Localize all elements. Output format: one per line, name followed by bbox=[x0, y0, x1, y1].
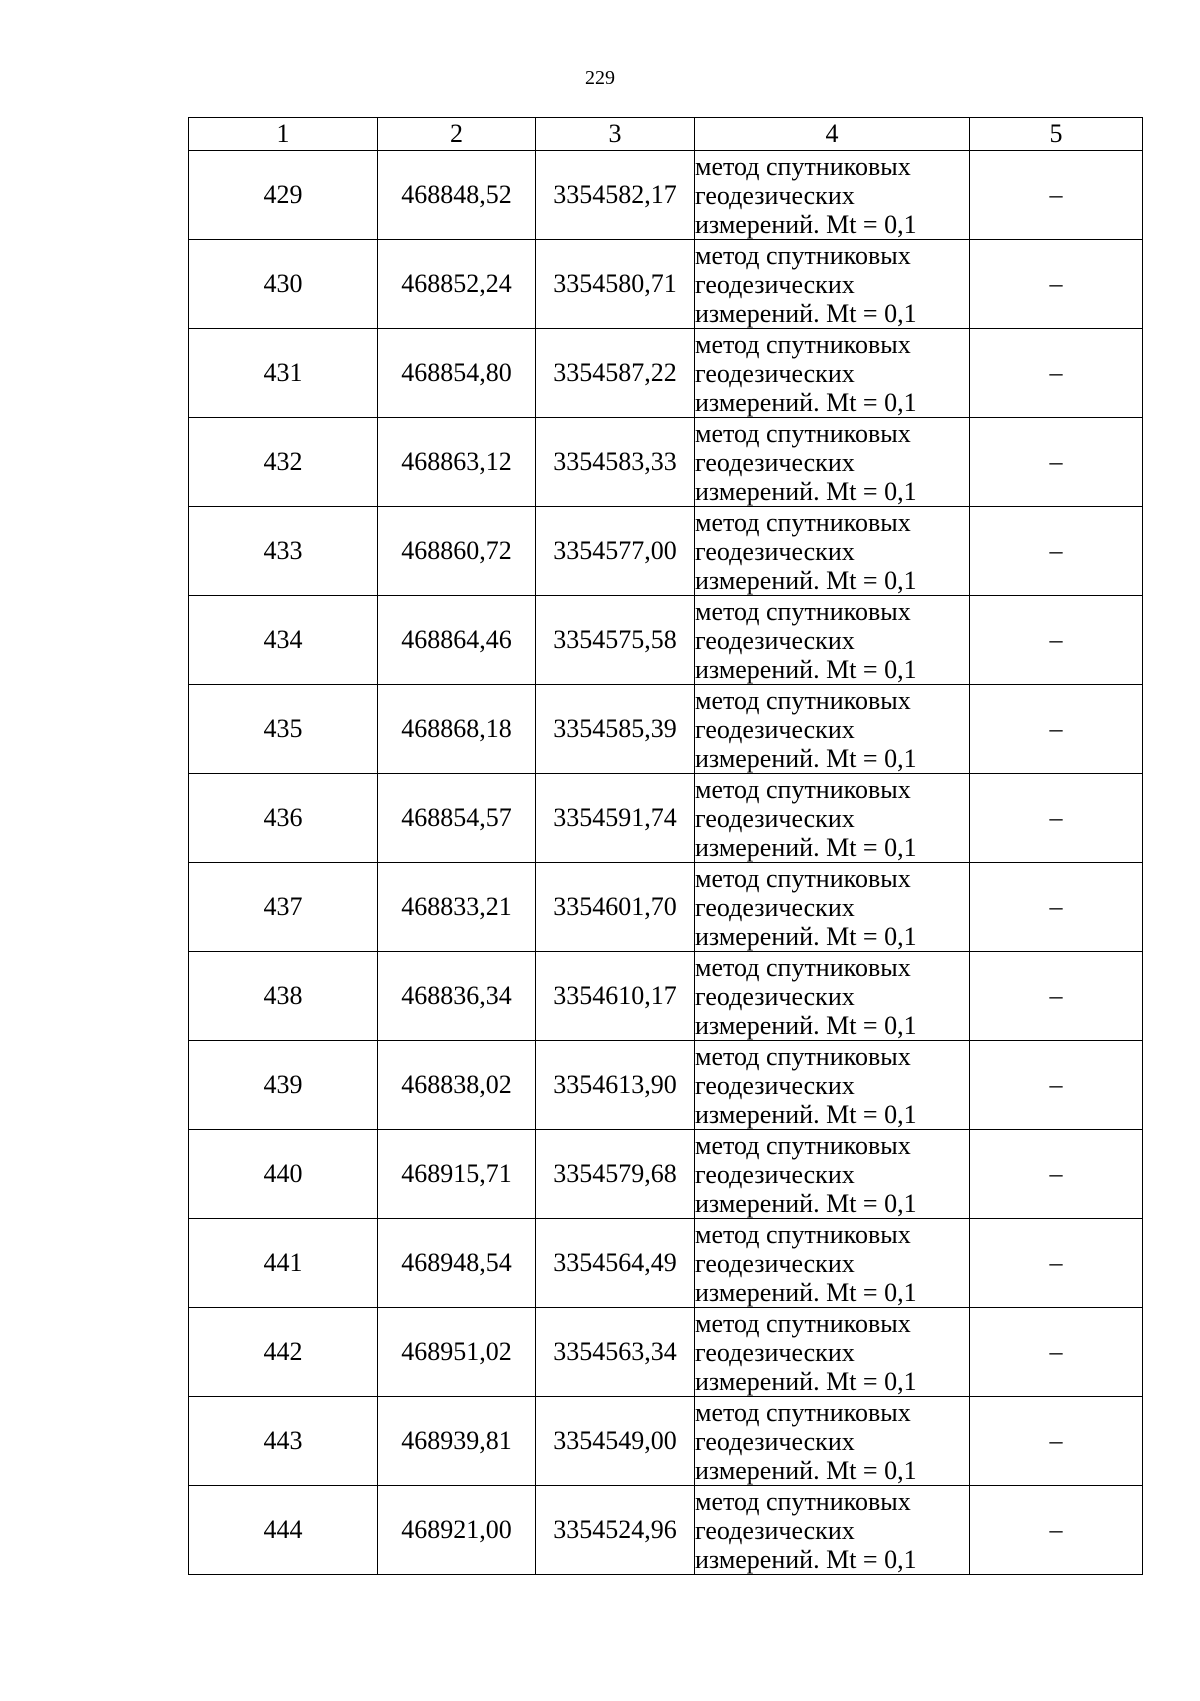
method-line-1: метод спутниковых bbox=[695, 1486, 911, 1516]
description-cell: – bbox=[970, 329, 1143, 418]
point-number-cell: 431 bbox=[189, 329, 378, 418]
table-row bbox=[189, 774, 1143, 863]
method-cell bbox=[695, 329, 970, 418]
description-cell: – bbox=[970, 863, 1143, 952]
table-row bbox=[189, 1486, 1143, 1575]
method-line-2: геодезических bbox=[695, 1248, 855, 1278]
point-number-cell: 434 bbox=[189, 596, 378, 685]
method-line-2: геодезических bbox=[695, 1159, 855, 1189]
method-line-1: метод спутниковых bbox=[695, 952, 911, 982]
method-line-3: измерений. Mt = 0,1 bbox=[695, 1455, 917, 1485]
method-line-2: геодезических bbox=[695, 1070, 855, 1100]
table-header bbox=[189, 118, 1143, 151]
x-coordinate-cell: 468951,02 bbox=[378, 1308, 536, 1397]
method-line-1: метод спутниковых bbox=[695, 1130, 911, 1160]
method-line-2: геодезических bbox=[695, 1337, 855, 1367]
x-coordinate-cell: 468852,24 bbox=[378, 240, 536, 329]
table-row bbox=[189, 863, 1143, 952]
y-coordinate-cell: 3354564,49 bbox=[536, 1219, 695, 1308]
table-row bbox=[189, 685, 1143, 774]
method-line-3: измерений. Mt = 0,1 bbox=[695, 1544, 917, 1574]
y-coordinate-cell: 3354601,70 bbox=[536, 863, 695, 952]
method-line-2: геодезических bbox=[695, 447, 855, 477]
method-line-1: метод спутниковых bbox=[695, 863, 911, 893]
method-cell bbox=[695, 507, 970, 596]
method-cell bbox=[695, 151, 970, 240]
method-cell bbox=[695, 1219, 970, 1308]
description-cell: – bbox=[970, 774, 1143, 863]
method-cell bbox=[695, 1308, 970, 1397]
method-cell bbox=[695, 1130, 970, 1219]
method-line-2: геодезических bbox=[695, 803, 855, 833]
method-line-3: измерений. Mt = 0,1 bbox=[695, 743, 917, 773]
method-line-1: метод спутниковых bbox=[695, 329, 911, 359]
method-line-2: геодезических bbox=[695, 714, 855, 744]
method-line-1: метод спутниковых bbox=[695, 774, 911, 804]
point-number-cell: 438 bbox=[189, 952, 378, 1041]
description-cell: – bbox=[970, 151, 1143, 240]
method-line-1: метод спутниковых bbox=[695, 1219, 911, 1249]
method-line-2: геодезических bbox=[695, 358, 855, 388]
x-coordinate-cell: 468860,72 bbox=[378, 507, 536, 596]
method-cell bbox=[695, 685, 970, 774]
method-line-2: геодезических bbox=[695, 892, 855, 922]
method-line-3: измерений. Mt = 0,1 bbox=[695, 832, 917, 862]
column-header-4: 4 bbox=[695, 118, 970, 151]
table-row bbox=[189, 1041, 1143, 1130]
method-cell bbox=[695, 1486, 970, 1575]
description-cell: – bbox=[970, 240, 1143, 329]
table-row bbox=[189, 240, 1143, 329]
method-line-3: измерений. Mt = 0,1 bbox=[695, 565, 917, 595]
coordinates-table bbox=[188, 117, 1143, 1575]
y-coordinate-cell: 3354579,68 bbox=[536, 1130, 695, 1219]
method-line-3: измерений. Mt = 0,1 bbox=[695, 654, 917, 684]
header-row bbox=[189, 118, 1143, 151]
point-number-cell: 429 bbox=[189, 151, 378, 240]
description-cell: – bbox=[970, 1486, 1143, 1575]
point-number-cell: 441 bbox=[189, 1219, 378, 1308]
point-number-cell: 437 bbox=[189, 863, 378, 952]
y-coordinate-cell: 3354524,96 bbox=[536, 1486, 695, 1575]
x-coordinate-cell: 468939,81 bbox=[378, 1397, 536, 1486]
method-line-1: метод спутниковых bbox=[695, 418, 911, 448]
y-coordinate-cell: 3354582,17 bbox=[536, 151, 695, 240]
table-row bbox=[189, 418, 1143, 507]
method-cell bbox=[695, 1397, 970, 1486]
x-coordinate-cell: 468864,46 bbox=[378, 596, 536, 685]
description-cell: – bbox=[970, 1308, 1143, 1397]
method-line-1: метод спутниковых bbox=[695, 1397, 911, 1427]
method-line-3: измерений. Mt = 0,1 bbox=[695, 476, 917, 506]
y-coordinate-cell: 3354591,74 bbox=[536, 774, 695, 863]
method-line-1: метод спутниковых bbox=[695, 1308, 911, 1338]
method-cell bbox=[695, 1041, 970, 1130]
y-coordinate-cell: 3354549,00 bbox=[536, 1397, 695, 1486]
y-coordinate-cell: 3354583,33 bbox=[536, 418, 695, 507]
method-line-1: метод спутниковых bbox=[695, 596, 911, 626]
x-coordinate-cell: 468833,21 bbox=[378, 863, 536, 952]
description-cell: – bbox=[970, 418, 1143, 507]
table-row bbox=[189, 596, 1143, 685]
method-line-3: измерений. Mt = 0,1 bbox=[695, 1099, 917, 1129]
x-coordinate-cell: 468948,54 bbox=[378, 1219, 536, 1308]
method-line-2: геодезических bbox=[695, 1515, 855, 1545]
x-coordinate-cell: 468863,12 bbox=[378, 418, 536, 507]
method-cell bbox=[695, 418, 970, 507]
column-header-5: 5 bbox=[970, 118, 1143, 151]
table-row bbox=[189, 1397, 1143, 1486]
table-row bbox=[189, 1308, 1143, 1397]
method-line-2: геодезических bbox=[695, 536, 855, 566]
method-line-3: измерений. Mt = 0,1 bbox=[695, 209, 917, 239]
y-coordinate-cell: 3354577,00 bbox=[536, 507, 695, 596]
x-coordinate-cell: 468836,34 bbox=[378, 952, 536, 1041]
table-row bbox=[189, 151, 1143, 240]
method-line-3: измерений. Mt = 0,1 bbox=[695, 1277, 917, 1307]
description-cell: – bbox=[970, 685, 1143, 774]
description-cell: – bbox=[970, 1130, 1143, 1219]
y-coordinate-cell: 3354563,34 bbox=[536, 1308, 695, 1397]
method-cell bbox=[695, 240, 970, 329]
x-coordinate-cell: 468838,02 bbox=[378, 1041, 536, 1130]
method-line-2: геодезических bbox=[695, 981, 855, 1011]
x-coordinate-cell: 468854,80 bbox=[378, 329, 536, 418]
description-cell: – bbox=[970, 507, 1143, 596]
table-body bbox=[189, 151, 1143, 1575]
column-header-2: 2 bbox=[378, 118, 536, 151]
method-cell bbox=[695, 774, 970, 863]
point-number-cell: 443 bbox=[189, 1397, 378, 1486]
method-line-1: метод спутниковых bbox=[695, 240, 911, 270]
table-row bbox=[189, 1130, 1143, 1219]
description-cell: – bbox=[970, 952, 1143, 1041]
point-number-cell: 433 bbox=[189, 507, 378, 596]
x-coordinate-cell: 468921,00 bbox=[378, 1486, 536, 1575]
point-number-cell: 435 bbox=[189, 685, 378, 774]
point-number-cell: 444 bbox=[189, 1486, 378, 1575]
description-cell: – bbox=[970, 596, 1143, 685]
method-line-3: измерений. Mt = 0,1 bbox=[695, 921, 917, 951]
method-line-3: измерений. Mt = 0,1 bbox=[695, 1010, 917, 1040]
description-cell: – bbox=[970, 1397, 1143, 1486]
method-line-2: геодезических bbox=[695, 269, 855, 299]
column-header-3: 3 bbox=[536, 118, 695, 151]
method-line-1: метод спутниковых bbox=[695, 1041, 911, 1071]
method-line-2: геодезических bbox=[695, 180, 855, 210]
table-row bbox=[189, 952, 1143, 1041]
description-cell: – bbox=[970, 1041, 1143, 1130]
point-number-cell: 442 bbox=[189, 1308, 378, 1397]
x-coordinate-cell: 468868,18 bbox=[378, 685, 536, 774]
y-coordinate-cell: 3354575,58 bbox=[536, 596, 695, 685]
point-number-cell: 436 bbox=[189, 774, 378, 863]
y-coordinate-cell: 3354585,39 bbox=[536, 685, 695, 774]
method-cell bbox=[695, 863, 970, 952]
point-number-cell: 432 bbox=[189, 418, 378, 507]
x-coordinate-cell: 468848,52 bbox=[378, 151, 536, 240]
point-number-cell: 439 bbox=[189, 1041, 378, 1130]
method-line-1: метод спутниковых bbox=[695, 151, 911, 181]
y-coordinate-cell: 3354610,17 bbox=[536, 952, 695, 1041]
table-row bbox=[189, 507, 1143, 596]
method-cell bbox=[695, 596, 970, 685]
point-number-cell: 430 bbox=[189, 240, 378, 329]
column-header-1: 1 bbox=[189, 118, 378, 151]
method-line-3: измерений. Mt = 0,1 bbox=[695, 298, 917, 328]
method-line-3: измерений. Mt = 0,1 bbox=[695, 387, 917, 417]
y-coordinate-cell: 3354613,90 bbox=[536, 1041, 695, 1130]
y-coordinate-cell: 3354580,71 bbox=[536, 240, 695, 329]
method-line-1: метод спутниковых bbox=[695, 685, 911, 715]
method-line-3: измерений. Mt = 0,1 bbox=[695, 1366, 917, 1396]
description-cell: – bbox=[970, 1219, 1143, 1308]
table-row bbox=[189, 1219, 1143, 1308]
x-coordinate-cell: 468854,57 bbox=[378, 774, 536, 863]
x-coordinate-cell: 468915,71 bbox=[378, 1130, 536, 1219]
method-line-3: измерений. Mt = 0,1 bbox=[695, 1188, 917, 1218]
method-line-2: геодезических bbox=[695, 625, 855, 655]
method-line-2: геодезических bbox=[695, 1426, 855, 1456]
point-number-cell: 440 bbox=[189, 1130, 378, 1219]
y-coordinate-cell: 3354587,22 bbox=[536, 329, 695, 418]
method-line-1: метод спутниковых bbox=[695, 507, 911, 537]
method-cell bbox=[695, 952, 970, 1041]
page-number: 229 bbox=[585, 67, 615, 89]
table-row bbox=[189, 329, 1143, 418]
